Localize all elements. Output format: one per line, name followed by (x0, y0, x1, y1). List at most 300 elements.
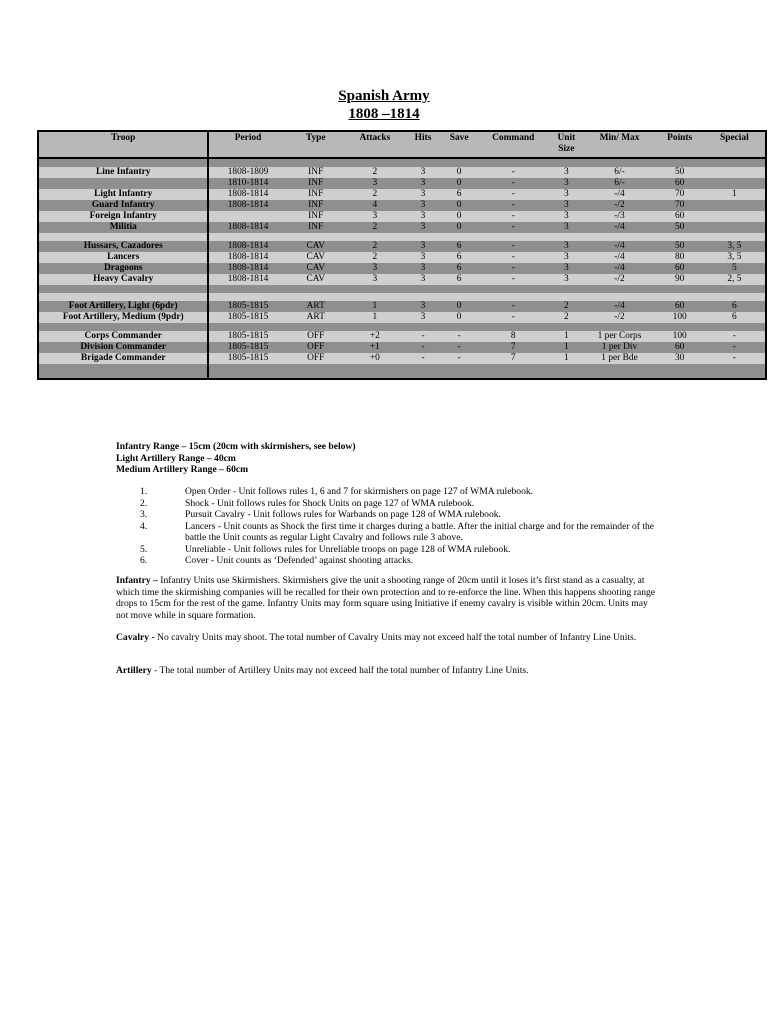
table-cell: Lancers (38, 252, 208, 263)
table-cell: 1 (372, 312, 378, 322)
table-cell (208, 211, 286, 222)
table-cell: - (421, 342, 425, 352)
table-cell (583, 285, 655, 293)
table-row (38, 252, 766, 263)
table-cell: 3 (564, 274, 569, 284)
table-row (38, 285, 766, 293)
table-cell (405, 233, 441, 241)
table-header-row (38, 131, 766, 158)
table-cell: 70 (674, 189, 685, 199)
table-cell: - (511, 274, 515, 284)
table-cell: 3 (564, 200, 569, 210)
cavalry-heading: Cavalry - (116, 632, 155, 643)
table-cell: - (421, 331, 425, 341)
table-cell (477, 364, 549, 379)
range-line: Medium Artillery Range – 60cm (116, 464, 249, 475)
rule-text: Unreliable - Unit follows rules for Unreliable troops on page 128 of WMA rulebook. (185, 543, 511, 555)
rule-text: Open Order - Unit follows rules 1, 6 and 7 for skirmishers on page 127 of WMA rulebook. (185, 486, 534, 497)
table-cell (405, 158, 441, 167)
table-cell (704, 293, 766, 301)
table-cell: - (511, 200, 515, 210)
table-cell (38, 178, 208, 189)
table-body (38, 158, 766, 379)
table-cell: Line Infantry (38, 167, 208, 178)
table-cell: - (511, 167, 515, 177)
table-cell (287, 285, 345, 293)
table-cell: 1808-1814 (227, 263, 269, 273)
table-cell: -/4 (614, 189, 625, 199)
column-header: Period (208, 131, 286, 158)
table-cell (208, 285, 286, 293)
rule-text: Cover - Unit counts as ‘Defended’ against shooting attacks. (185, 555, 414, 566)
table-cell: 2 (372, 222, 378, 232)
table-cell: 60 (674, 263, 685, 273)
table-cell (477, 323, 549, 331)
table-cell: 6 (456, 241, 462, 251)
table-cell (345, 285, 405, 293)
table-cell: 5 (732, 263, 737, 273)
table-cell: 3 (564, 167, 569, 177)
range-notes (116, 441, 656, 476)
table-cell: +0 (369, 353, 380, 363)
table-cell (405, 364, 441, 379)
rule-number: 6. (140, 555, 148, 566)
table-cell (345, 233, 405, 241)
table-row (38, 211, 766, 222)
table-cell: 1805-1815 (227, 301, 269, 311)
table-cell (477, 233, 549, 241)
artillery-heading: Artillery (116, 665, 152, 676)
table-cell (345, 364, 405, 379)
table-cell: 2 (372, 252, 378, 262)
table-row (38, 331, 766, 342)
table-cell: - (511, 178, 515, 188)
table-row (38, 323, 766, 331)
table-cell: 3 (420, 312, 426, 322)
table-cell: INF (308, 167, 324, 177)
infantry-text: Infantry Units use Skirmishers. Skirmishers give the unit a shooting range of 20cm until it loses it’s first stand as a casualty, at which time the skirmishing companies will be recalled for their own protection and to re-enforce the line. When this happens shooting range drops to 15cm for the rest of the game. Infantry Units may form square using Initiative if enemy cavalry is visible within 20cm. Units may not move while in square formation. (116, 575, 656, 621)
table-cell: 1 (372, 301, 378, 311)
table-cell (656, 323, 704, 331)
table-cell (704, 167, 766, 178)
table-cell (656, 233, 704, 241)
table-cell: 6 (456, 252, 462, 262)
range-line: Infantry Range – 15cm (20cm with skirmishers, see below) (116, 441, 356, 452)
infantry-heading: Infantry – (116, 575, 158, 586)
artillery-paragraph (116, 665, 656, 677)
table-cell: - (732, 342, 736, 352)
table-cell: CAV (306, 252, 326, 262)
column-header: Unit Size (549, 131, 583, 158)
table-cell (583, 293, 655, 301)
table-cell: 6/- (614, 167, 625, 177)
table-cell: CAV (306, 263, 326, 273)
table-cell: 0 (456, 301, 462, 311)
table-cell: Militia (38, 222, 208, 233)
table-cell: 3 (420, 200, 426, 210)
table-row (38, 263, 766, 274)
table-cell: 3 (564, 178, 569, 188)
table-cell: 3 (564, 241, 569, 251)
table-cell: 3, 5 (727, 252, 742, 262)
table-row (38, 200, 766, 211)
table-cell: 1 (564, 353, 569, 363)
table-cell (583, 323, 655, 331)
table-cell: Foot Artillery, Light (6pdr) (38, 301, 208, 312)
table-cell: 3 (372, 274, 378, 284)
table-cell: -/4 (614, 222, 625, 232)
infantry-paragraph (116, 575, 656, 621)
table-cell: 2, 5 (727, 274, 742, 284)
table-cell (38, 233, 208, 241)
table-cell: 1808-1814 (227, 252, 269, 262)
table-cell: OFF (307, 353, 325, 363)
table-cell: 60 (674, 342, 685, 352)
table-cell: INF (308, 178, 324, 188)
table-row (38, 364, 766, 379)
table-cell: 6 (456, 263, 462, 273)
rule-number: 4. (140, 520, 148, 532)
table-cell: 0 (456, 222, 462, 232)
page-title: Spanish Army (338, 88, 430, 104)
rule-text: Shock - Unit follows rules for Shock Units on page 127 of WMA rulebook. (185, 497, 475, 509)
table-cell (441, 293, 477, 301)
table-cell: 3 (564, 252, 569, 262)
table-cell: - (511, 312, 515, 322)
column-header: Type (287, 131, 345, 158)
table-cell (704, 211, 766, 222)
table-cell: 0 (456, 211, 462, 221)
table-cell: 3 (420, 222, 426, 232)
column-header: Save (441, 131, 477, 158)
table-cell (477, 285, 549, 293)
table-row (38, 178, 766, 189)
table-cell (345, 323, 405, 331)
table-cell (441, 323, 477, 331)
table-cell (38, 158, 208, 167)
table-cell: Guard Infantry (38, 200, 208, 211)
table-cell: - (511, 241, 515, 251)
table-cell: 1 per Bde (601, 353, 638, 363)
table-cell: 1808-1814 (227, 200, 269, 210)
table-cell: 70 (674, 200, 685, 210)
table-cell: 90 (674, 274, 685, 284)
rule-item (116, 498, 656, 510)
table-cell: 3 (564, 189, 569, 199)
table-cell: Hussars, Cazadores (38, 241, 208, 252)
table-row (38, 222, 766, 233)
table-cell: 50 (674, 222, 685, 232)
column-header: Hits (405, 131, 441, 158)
table-cell: 6 (456, 274, 462, 284)
table-cell: 8 (510, 331, 516, 341)
table-cell (704, 233, 766, 241)
table-cell: 1808-1814 (227, 222, 269, 232)
table-cell: CAV (306, 241, 326, 251)
table-cell: -/3 (614, 211, 625, 221)
table-cell (656, 293, 704, 301)
table-cell (549, 364, 583, 379)
table-row (38, 312, 766, 323)
table-cell: 1808-1814 (227, 274, 269, 284)
table-cell (704, 178, 766, 189)
table-cell: Division Commander (38, 342, 208, 353)
table-row (38, 241, 766, 252)
table-row (38, 167, 766, 178)
table-cell: -/4 (614, 241, 625, 251)
table-cell: 0 (456, 167, 462, 177)
table-cell: - (511, 301, 515, 311)
rule-number: 2. (140, 497, 148, 509)
table-cell: - (732, 331, 736, 341)
table-cell: 6 (732, 301, 737, 311)
table-row (38, 158, 766, 167)
table-cell: 50 (674, 241, 685, 251)
table-cell: -/4 (614, 301, 625, 311)
table-cell: 3 (372, 211, 378, 221)
table-cell: 1805-1815 (227, 312, 269, 322)
table-cell: 2 (372, 241, 378, 251)
table-cell: 1805-1815 (227, 353, 269, 363)
table-cell: 7 (510, 353, 516, 363)
table-cell: 1805-1815 (227, 342, 269, 352)
table-cell: 6 (456, 189, 462, 199)
rule-item (116, 544, 656, 556)
table-cell: 0 (456, 312, 462, 322)
table-cell (287, 323, 345, 331)
table-cell (405, 293, 441, 301)
table-cell (549, 293, 583, 301)
table-cell (287, 158, 345, 167)
table-cell: 0 (456, 200, 462, 210)
table-cell: Brigade Commander (38, 353, 208, 364)
table-cell: ART (306, 301, 325, 311)
table-cell (549, 323, 583, 331)
rule-text: Lancers - Unit counts as Shock the first time it charges during a battle. After the initial charge and for the remainder of the battle the Unit counts as regular Light Cavalry and follows rule 3 above. (185, 520, 655, 543)
table-cell: 1808-1809 (227, 167, 269, 177)
page-subtitle: 1808 –1814 (348, 106, 420, 122)
cavalry-text: No cavalry Units may shoot. The total number of Cavalry Units may not exceed half the total number of Infantry Line Units. (157, 632, 637, 643)
table-cell: 1 (564, 331, 569, 341)
table-cell: -/2 (614, 274, 625, 284)
table-cell (583, 158, 655, 167)
table-cell: 3 (420, 274, 426, 284)
table-cell: 30 (674, 353, 685, 363)
table-cell (656, 364, 704, 379)
table-cell (656, 158, 704, 167)
table-cell: 1 (732, 189, 737, 199)
table-cell: 3 (420, 263, 426, 273)
table-cell: 3 (420, 211, 426, 221)
table-cell: OFF (307, 331, 325, 341)
table-cell: - (511, 211, 515, 221)
table-cell: 3 (420, 301, 426, 311)
range-line: Light Artillery Range – 40cm (116, 452, 236, 464)
table-cell: CAV (306, 274, 326, 284)
table-cell: INF (308, 189, 324, 199)
table-row (38, 293, 766, 301)
table-cell (477, 158, 549, 167)
table-cell: 50 (674, 167, 685, 177)
table-cell (208, 293, 286, 301)
table-cell (441, 364, 477, 379)
table-cell: 3 (420, 252, 426, 262)
table-cell (345, 293, 405, 301)
table-cell: Heavy Cavalry (38, 274, 208, 285)
table-cell: 2 (372, 189, 378, 199)
table-cell: - (511, 252, 515, 262)
table-cell: INF (308, 222, 324, 232)
table-cell: 3 (564, 263, 569, 273)
table-cell (208, 364, 286, 379)
table-cell: 1808-1814 (227, 189, 269, 199)
table-cell: OFF (307, 342, 325, 352)
table-cell: Dragoons (38, 263, 208, 274)
table-cell (704, 222, 766, 233)
table-cell: INF (308, 211, 324, 221)
table-cell (38, 364, 208, 379)
column-header: Command (477, 131, 549, 158)
table-cell: - (457, 342, 461, 352)
table-cell: - (511, 189, 515, 199)
table-cell: 3 (420, 189, 426, 199)
table-cell: 3 (420, 167, 426, 177)
table-cell: - (511, 263, 515, 273)
table-cell (549, 158, 583, 167)
table-cell: 60 (674, 211, 685, 221)
table-cell: 60 (674, 178, 685, 188)
column-header: Troop (38, 131, 208, 158)
special-rules-list (116, 486, 656, 567)
table-cell (441, 285, 477, 293)
table-row (38, 301, 766, 312)
table-cell: Corps Commander (38, 331, 208, 342)
table-row (38, 233, 766, 241)
table-cell (345, 158, 405, 167)
table-cell: 1 per Div (601, 342, 638, 352)
table-cell: 2 (564, 301, 569, 311)
table-cell: 3 (420, 241, 426, 251)
table-cell (208, 233, 286, 241)
table-cell: 2 (372, 167, 378, 177)
table-cell (441, 158, 477, 167)
column-header: Points (656, 131, 704, 158)
table-cell (405, 285, 441, 293)
rule-number: 5. (140, 543, 148, 555)
table-cell: - (511, 222, 515, 232)
table-cell (704, 200, 766, 211)
table-cell: -/2 (614, 312, 625, 322)
troop-table (37, 130, 767, 380)
table-cell (441, 233, 477, 241)
rule-number: 3. (140, 509, 148, 520)
table-cell (38, 293, 208, 301)
table-cell: 3 (372, 178, 378, 188)
rule-item (116, 521, 656, 544)
table-cell (477, 293, 549, 301)
table-cell (287, 293, 345, 301)
table-cell (208, 158, 286, 167)
table-cell: -/4 (614, 263, 625, 273)
table-cell: +1 (369, 342, 380, 352)
table-cell: 1808-1814 (227, 241, 269, 251)
table-cell: 100 (672, 312, 687, 322)
table-cell: 3 (420, 178, 426, 188)
table-cell: 80 (674, 252, 685, 262)
table-cell (287, 233, 345, 241)
table-cell (405, 323, 441, 331)
rule-item (116, 509, 656, 521)
table-cell: - (457, 353, 461, 363)
table-row (38, 189, 766, 200)
column-header: Attacks (345, 131, 405, 158)
table-cell: 1805-1815 (227, 331, 269, 341)
rule-item (116, 555, 656, 567)
table-cell: - (421, 353, 425, 363)
table-cell: 3 (564, 211, 569, 221)
rule-item (116, 486, 656, 498)
table-cell (287, 364, 345, 379)
table-cell (656, 285, 704, 293)
table-cell: 3, 5 (727, 241, 742, 251)
table-cell (549, 285, 583, 293)
table-cell (549, 233, 583, 241)
table-cell: 1 per Corps (597, 331, 642, 341)
table-row (38, 353, 766, 364)
table-cell (704, 285, 766, 293)
table-cell: -/2 (614, 200, 625, 210)
table-cell (583, 364, 655, 379)
table-cell: Light Infantry (38, 189, 208, 200)
table-cell (38, 323, 208, 331)
column-header: Special (704, 131, 766, 158)
table-cell: 4 (372, 200, 378, 210)
table-cell: 3 (564, 222, 569, 232)
table-row (38, 342, 766, 353)
rule-text: Pursuit Cavalry - Unit follows rules for Warbands on page 128 of WMA rulebook. (185, 509, 501, 520)
table-cell: 1 (564, 342, 569, 352)
cavalry-paragraph (116, 632, 656, 644)
table-cell (704, 364, 766, 379)
table-cell: 2 (564, 312, 569, 322)
table-cell: +2 (369, 331, 380, 341)
table-cell: -/4 (614, 252, 625, 262)
table-cell (704, 323, 766, 331)
table-cell: 3 (372, 263, 378, 273)
table-row (38, 274, 766, 285)
table-cell (38, 285, 208, 293)
rule-number: 1. (140, 486, 148, 497)
table-cell: 60 (674, 301, 685, 311)
artillery-text: - The total number of Artillery Units may not exceed half the total number of Infantry Line Units. (151, 665, 529, 676)
table-cell: 0 (456, 178, 462, 188)
table-cell: Foreign Infantry (38, 211, 208, 222)
table-cell: 6/- (614, 178, 625, 188)
table-cell: INF (308, 200, 324, 210)
table-cell: - (732, 353, 736, 363)
table-cell (704, 158, 766, 167)
table-cell: 6 (732, 312, 737, 322)
table-cell: ART (306, 312, 325, 322)
table-cell: 7 (510, 342, 516, 352)
table-cell (208, 323, 286, 331)
table-cell: 100 (672, 331, 687, 341)
table-cell: Foot Artillery, Medium (9pdr) (38, 312, 208, 323)
column-header: Min/ Max (583, 131, 655, 158)
table-cell: - (457, 331, 461, 341)
table-cell (583, 233, 655, 241)
table-cell: 1810-1814 (227, 178, 269, 188)
